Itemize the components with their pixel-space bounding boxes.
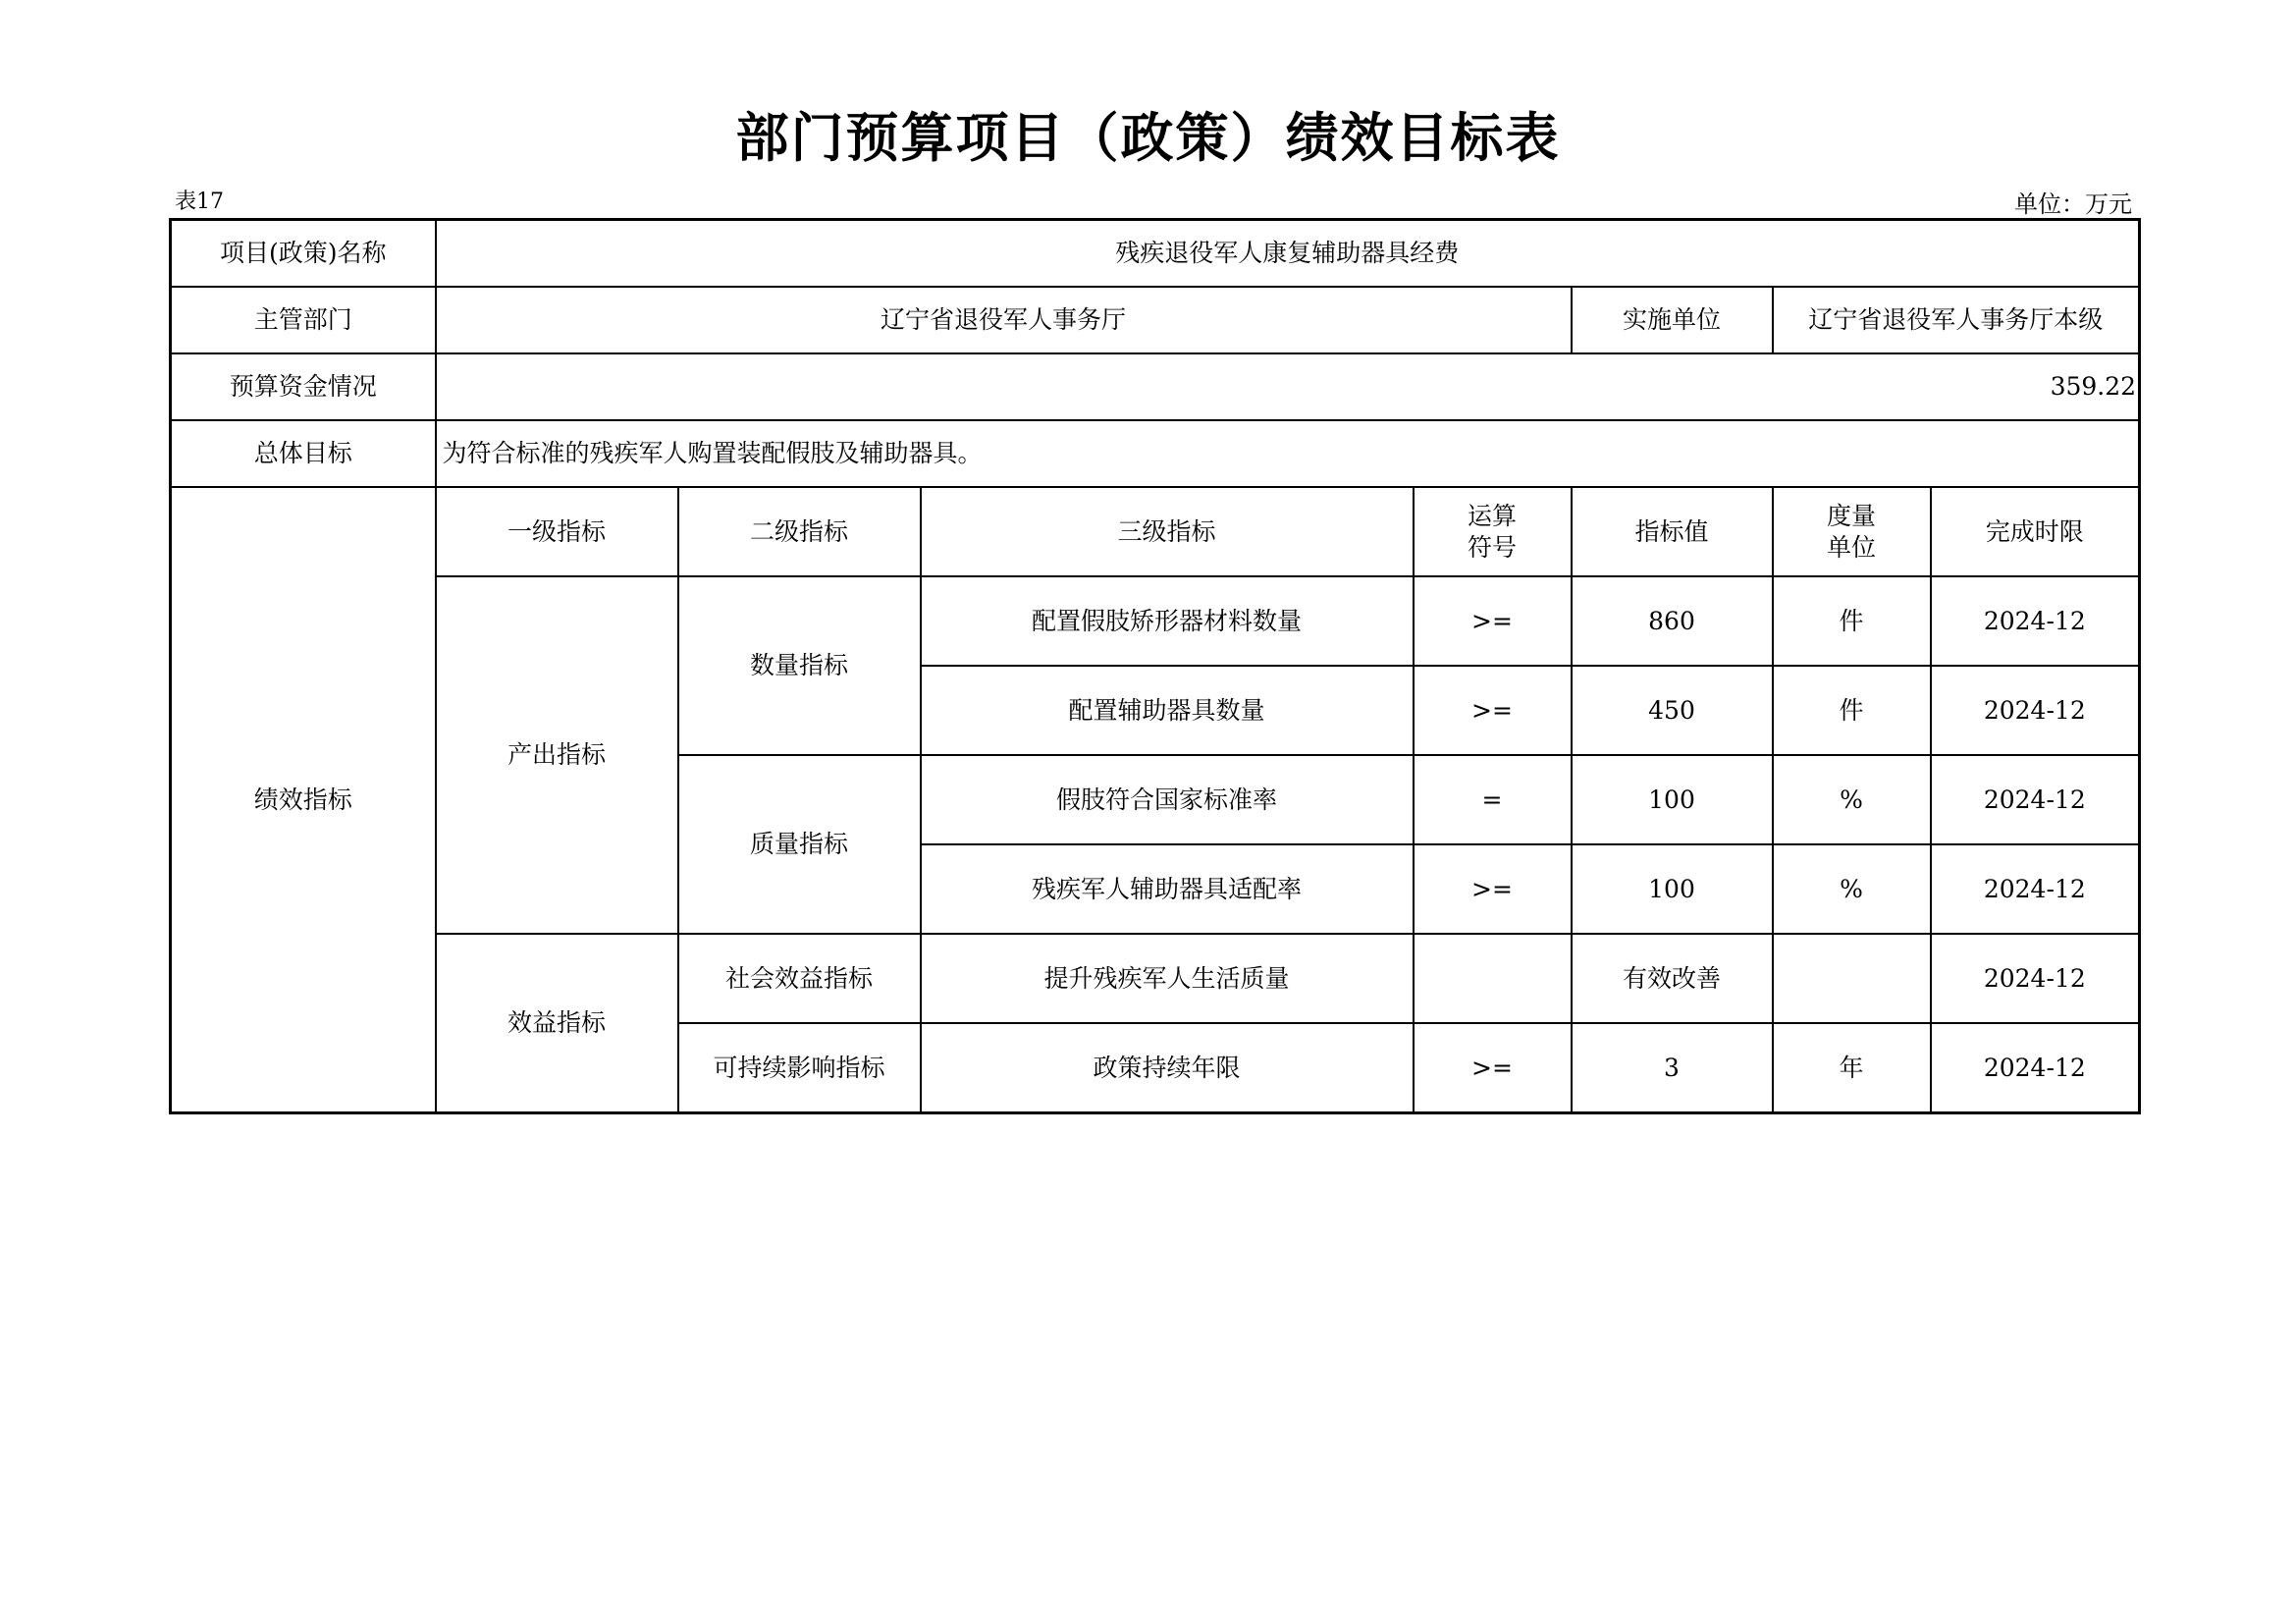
budget-row: [171, 353, 2140, 420]
header-unit-line2: 单位: [1826, 532, 1876, 562]
group-social: 社会效益指标: [678, 934, 921, 1023]
overall-goal-row: [171, 420, 2140, 487]
budget-value: 359.22: [436, 353, 2140, 420]
indicator-deadline: 2024-12: [1931, 1023, 2140, 1113]
indicator-operator: >=: [1414, 666, 1572, 755]
indicator-name: 假肢符合国家标准率: [921, 755, 1414, 844]
implementing-unit-value: 辽宁省退役军人事务厅本级: [1773, 287, 2140, 353]
table-row: [171, 576, 2140, 666]
performance-indicators-label: 绩效指标: [171, 487, 436, 1113]
group-sustain: 可持续影响指标: [678, 1023, 921, 1113]
department-value: 辽宁省退役军人事务厅: [436, 287, 1572, 353]
header-unit: [1773, 487, 1931, 576]
indicator-name: 配置辅助器具数量: [921, 666, 1414, 755]
indicator-unit: 件: [1773, 576, 1931, 666]
indicator-name: 提升残疾军人生活质量: [921, 934, 1414, 1023]
group-quantity: 数量指标: [678, 576, 921, 755]
indicator-unit: [1773, 934, 1931, 1023]
indicator-value: 860: [1572, 576, 1773, 666]
indicator-deadline: 2024-12: [1931, 666, 2140, 755]
department-row: [171, 287, 2140, 353]
header-unit-line1: 度量: [1826, 502, 1876, 531]
indicator-operator: =: [1414, 755, 1572, 844]
indicator-name: 残疾军人辅助器具适配率: [921, 844, 1414, 934]
project-name-row: [171, 220, 2140, 288]
group-quality: 质量指标: [678, 755, 921, 934]
indicator-operator: [1414, 934, 1572, 1023]
indicator-value: 有效改善: [1572, 934, 1773, 1023]
header-operator: [1414, 487, 1572, 576]
project-name-label: 项目(政策)名称: [171, 220, 436, 288]
header-level3: 三级指标: [921, 487, 1414, 576]
indicator-unit: %: [1773, 844, 1931, 934]
unit-label: 单位：万元: [2014, 190, 2132, 218]
table-number: 表17: [175, 189, 224, 214]
indicator-operator: >=: [1414, 844, 1572, 934]
indicator-unit: 件: [1773, 666, 1931, 755]
page-title: 部门预算项目（政策）绩效目标表: [735, 107, 1561, 169]
department-label: 主管部门: [171, 287, 436, 353]
implementing-unit-label: 实施单位: [1572, 287, 1773, 353]
header-level2: 二级指标: [678, 487, 921, 576]
header-value: 指标值: [1572, 487, 1773, 576]
overall-goal-label: 总体目标: [171, 420, 436, 487]
indicator-deadline: 2024-12: [1931, 844, 2140, 934]
performance-target-table: [169, 218, 2141, 1114]
project-name-value: 残疾退役军人康复辅助器具经费: [436, 220, 2140, 288]
group-output: 产出指标: [436, 576, 678, 934]
header-operator-line2: 符号: [1467, 532, 1517, 562]
indicator-name: 政策持续年限: [921, 1023, 1414, 1113]
indicator-deadline: 2024-12: [1931, 934, 2140, 1023]
header-deadline: 完成时限: [1931, 487, 2140, 576]
indicator-deadline: 2024-12: [1931, 576, 2140, 666]
indicator-value: 3: [1572, 1023, 1773, 1113]
indicator-name: 配置假肢矫形器材料数量: [921, 576, 1414, 666]
indicator-operator: >=: [1414, 1023, 1572, 1113]
header-level1: 一级指标: [436, 487, 678, 576]
indicator-value: 100: [1572, 844, 1773, 934]
group-benefit: 效益指标: [436, 934, 678, 1113]
table-row: [171, 934, 2140, 1023]
indicator-unit: 年: [1773, 1023, 1931, 1113]
indicator-header-row: [171, 487, 2140, 576]
budget-label: 预算资金情况: [171, 353, 436, 420]
indicator-value: 100: [1572, 755, 1773, 844]
indicator-value: 450: [1572, 666, 1773, 755]
overall-goal-value: 为符合标准的残疾军人购置装配假肢及辅助器具。: [436, 420, 2140, 487]
header-operator-line1: 运算: [1467, 502, 1517, 531]
indicator-operator: >=: [1414, 576, 1572, 666]
indicator-deadline: 2024-12: [1931, 755, 2140, 844]
indicator-unit: %: [1773, 755, 1931, 844]
